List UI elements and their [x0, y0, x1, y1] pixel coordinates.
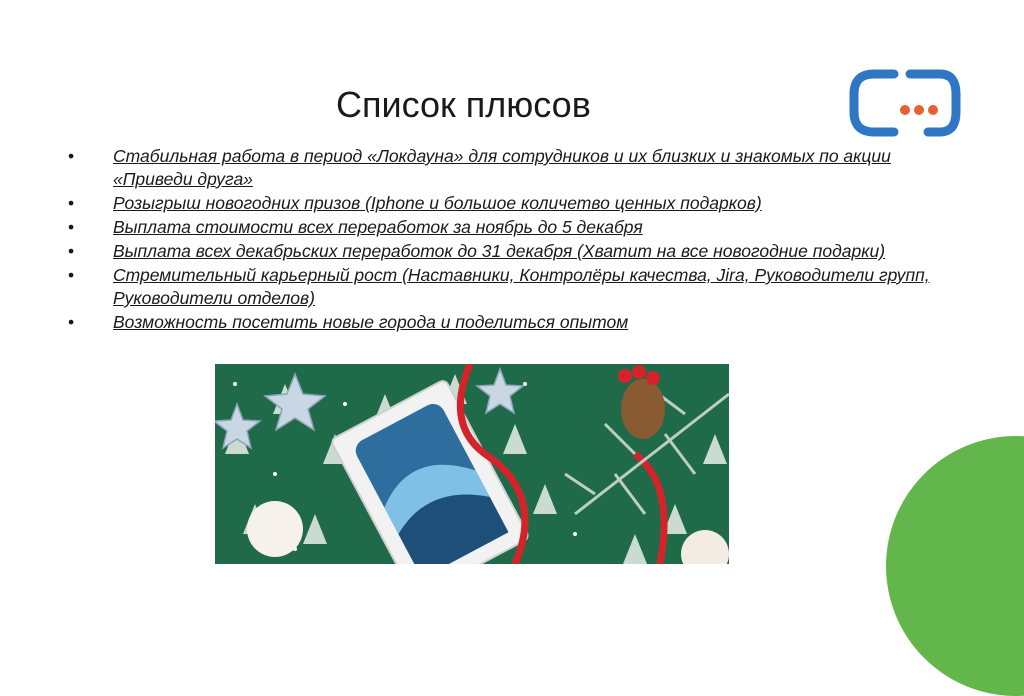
bullet-marker: •	[68, 146, 75, 166]
list-item	[68, 192, 958, 215]
list-item	[68, 311, 958, 334]
bullet-marker: •	[68, 217, 75, 237]
list-item	[68, 145, 958, 191]
decorative-green-circle	[886, 436, 1024, 696]
bullet-marker: •	[68, 193, 75, 213]
list-item-text[interactable]: Стремительный карьерный рост (Наставники, Контролёры качества, Jira, Руководители групп, Руководители отделов)	[113, 265, 930, 308]
bullet-marker: •	[68, 312, 75, 332]
list-item-text[interactable]: Возможность посетить новые города и поделиться опытом	[113, 312, 629, 332]
list-item-text[interactable]: Стабильная работа в период «Локдауна» для сотрудников и их близких и знакомых по акции «Приведи друга»	[113, 146, 891, 189]
christmas-phone-photo	[215, 364, 729, 564]
list-item	[68, 240, 958, 263]
bullet-marker: •	[68, 265, 75, 285]
list-item-text[interactable]: Выплата стоимости всех переработок за ноябрь до 5 декабря	[113, 217, 643, 237]
list-item-text[interactable]: Выплата всех декабрьских переработок до 31 декабря (Хватит на все новогодние подарки)	[113, 241, 886, 261]
chat-bubble-logo-icon	[846, 66, 964, 140]
list-item	[68, 216, 958, 239]
slide-title: Список плюсов	[336, 84, 591, 125]
list-item-text[interactable]: Розыгрыш новогодних призов (Iphone и большое количетво ценных подарков)	[113, 193, 762, 213]
bullet-marker: •	[68, 241, 75, 261]
benefits-list	[68, 145, 958, 335]
list-item	[68, 264, 958, 310]
